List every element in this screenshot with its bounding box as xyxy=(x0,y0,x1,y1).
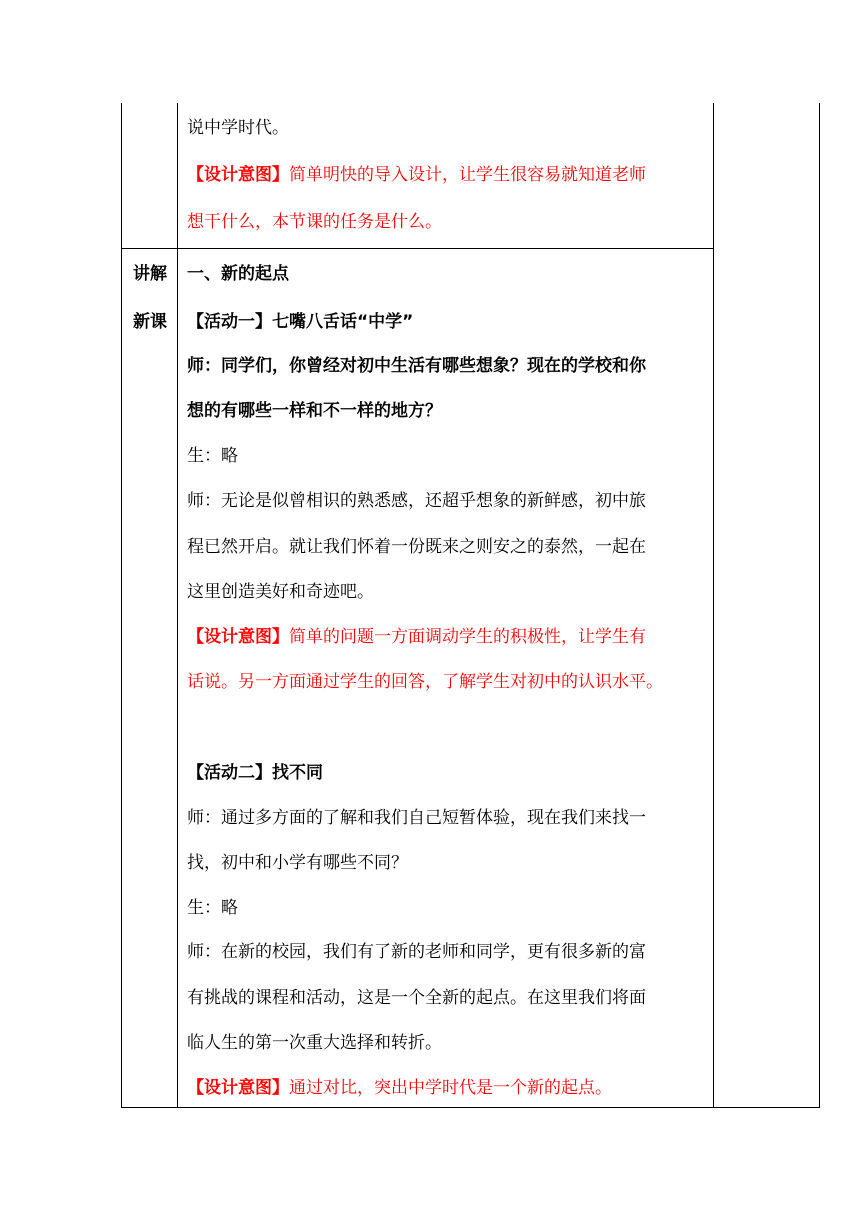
table-divider-label xyxy=(177,103,178,1108)
top-design-intent-line1 xyxy=(187,163,646,187)
table-border-left xyxy=(121,103,122,1108)
design-intent-text: 简单的问题一方面调动学生的积极性，让学生有 xyxy=(289,627,646,647)
activity1-teacher-question-line2: 想的有哪些一样和不一样的地方？ xyxy=(187,401,442,421)
activity2-teacher-answer-line2: 有挑战的课程和活动，这是一个全新的起点。在这里我们将面 xyxy=(187,988,646,1008)
activity1-design-intent-line1 xyxy=(187,625,646,649)
activity1-teacher-answer-line3: 这里创造美好和奇迹吧。 xyxy=(187,582,374,602)
activity1-design-intent-line2: 话说。另一方面通过学生的回答，了解学生对初中的认识水平。 xyxy=(187,672,663,692)
top-design-intent-line2: 想干什么，本节课的任务是什么。 xyxy=(187,212,442,232)
design-intent-text: 简单明快的导入设计，让学生很容易就知道老师 xyxy=(289,165,646,185)
activity2-teacher-answer-line1: 师：在新的校园，我们有了新的老师和同学，更有很多新的富 xyxy=(187,942,646,962)
design-intent-tag: 【设计意图】 xyxy=(187,1078,289,1098)
row-label-line2: 新课 xyxy=(133,312,167,332)
activity1-teacher-answer-line1: 师：无论是似曾相识的熟悉感，还超乎想象的新鲜感，初中旅 xyxy=(187,491,646,511)
row-label-line1: 讲解 xyxy=(133,264,167,284)
table-border-bottom xyxy=(121,1107,820,1108)
activity1-title: 【活动一】七嘴八舌话“中学” xyxy=(187,312,414,332)
section-heading: 一、新的起点 xyxy=(187,264,289,284)
design-intent-tag: 【设计意图】 xyxy=(187,627,289,647)
activity2-student-answer: 生：略 xyxy=(187,898,238,918)
table-row-divider xyxy=(121,248,713,249)
activity2-teacher-answer-line3: 临人生的第一次重大选择和转折。 xyxy=(187,1033,442,1053)
design-intent-text: 通过对比，突出中学时代是一个新的起点。 xyxy=(289,1078,612,1098)
activity1-student-answer: 生：略 xyxy=(187,446,238,466)
activity2-title: 【活动二】找不同 xyxy=(187,763,323,783)
table-border-right xyxy=(819,103,820,1108)
top-cell-text: 说中学时代。 xyxy=(187,118,289,138)
table-divider-content xyxy=(713,103,714,1108)
activity1-teacher-answer-line2: 程已然开启。就让我们怀着一份既来之则安之的泰然，一起在 xyxy=(187,537,646,557)
activity2-teacher-question-line1: 师：通过多方面的了解和我们自己短暂体验，现在我们来找一 xyxy=(187,808,646,828)
activity2-design-intent xyxy=(187,1076,612,1100)
design-intent-tag: 【设计意图】 xyxy=(187,165,289,185)
activity1-teacher-question-line1: 师：同学们，你曾经对初中生活有哪些想象？现在的学校和你 xyxy=(187,356,646,376)
activity2-teacher-question-line2: 找，初中和小学有哪些不同？ xyxy=(187,853,408,873)
